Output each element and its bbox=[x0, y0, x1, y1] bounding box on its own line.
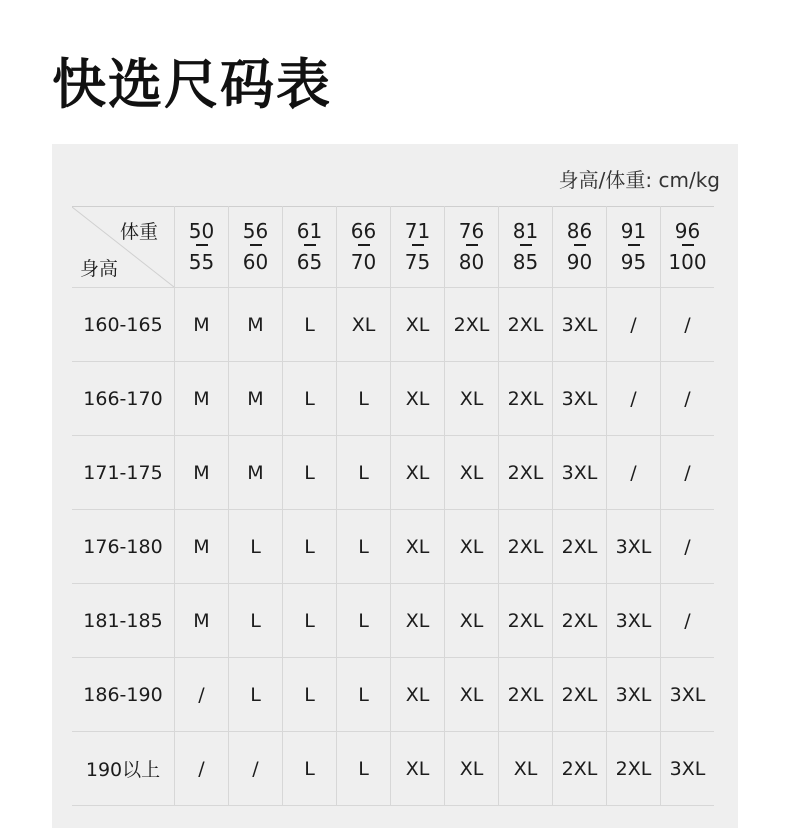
weight-range-min: 81 bbox=[512, 219, 539, 243]
weight-range-min: 56 bbox=[242, 219, 269, 243]
weight-range-header bbox=[661, 207, 715, 288]
height-range-cell: 186-190 bbox=[72, 658, 175, 732]
size-cell: 3XL bbox=[661, 732, 715, 806]
size-cell: M bbox=[229, 288, 283, 362]
table-row bbox=[72, 510, 714, 584]
weight-range-max: 80 bbox=[458, 250, 485, 274]
height-range-cell: 171-175 bbox=[72, 436, 175, 510]
size-table bbox=[72, 206, 714, 806]
weight-axis-label: 体重 bbox=[119, 221, 158, 243]
size-cell: 2XL bbox=[499, 658, 553, 732]
range-dash bbox=[196, 244, 208, 246]
size-cell: / bbox=[661, 362, 715, 436]
size-cell: 2XL bbox=[499, 288, 553, 362]
weight-range-max: 90 bbox=[566, 250, 593, 274]
size-cell: XL bbox=[391, 288, 445, 362]
range-dash bbox=[358, 244, 370, 246]
size-cell: M bbox=[175, 510, 229, 584]
weight-range-min: 61 bbox=[296, 219, 323, 243]
weight-range-header bbox=[499, 207, 553, 288]
weight-range-min: 66 bbox=[350, 219, 377, 243]
height-range-cell: 176-180 bbox=[72, 510, 175, 584]
size-cell: M bbox=[229, 362, 283, 436]
size-cell: L bbox=[283, 584, 337, 658]
size-cell: L bbox=[337, 658, 391, 732]
size-cell: L bbox=[337, 584, 391, 658]
size-cell: M bbox=[175, 436, 229, 510]
size-cell: M bbox=[175, 362, 229, 436]
height-axis-label: 身高 bbox=[80, 258, 119, 280]
size-cell: L bbox=[283, 436, 337, 510]
size-cell: 2XL bbox=[499, 362, 553, 436]
weight-range-header bbox=[337, 207, 391, 288]
size-cell: 3XL bbox=[661, 658, 715, 732]
size-cell: 3XL bbox=[607, 584, 661, 658]
size-cell: XL bbox=[445, 436, 499, 510]
size-cell: M bbox=[175, 288, 229, 362]
size-cell: L bbox=[283, 658, 337, 732]
size-cell: 2XL bbox=[553, 658, 607, 732]
size-cell: L bbox=[229, 510, 283, 584]
table-row bbox=[72, 362, 714, 436]
size-cell: 3XL bbox=[553, 288, 607, 362]
size-cell: L bbox=[229, 658, 283, 732]
size-cell: 2XL bbox=[499, 436, 553, 510]
weight-range-min: 71 bbox=[404, 219, 431, 243]
size-cell: L bbox=[337, 732, 391, 806]
weight-range-header bbox=[175, 207, 229, 288]
weight-range-max: 65 bbox=[296, 250, 323, 274]
height-range-cell: 160-165 bbox=[72, 288, 175, 362]
weight-range-header bbox=[445, 207, 499, 288]
range-dash bbox=[250, 244, 262, 246]
size-cell: 2XL bbox=[553, 732, 607, 806]
range-dash bbox=[574, 244, 586, 246]
weight-range-header bbox=[391, 207, 445, 288]
size-cell: XL bbox=[445, 362, 499, 436]
weight-range-max: 75 bbox=[404, 250, 431, 274]
size-cell: 2XL bbox=[445, 288, 499, 362]
table-row bbox=[72, 658, 714, 732]
weight-range-max: 55 bbox=[188, 250, 215, 274]
size-cell: L bbox=[337, 436, 391, 510]
size-cell: XL bbox=[391, 732, 445, 806]
table-row bbox=[72, 288, 714, 362]
size-cell: XL bbox=[445, 658, 499, 732]
size-cell: 3XL bbox=[607, 658, 661, 732]
size-cell: L bbox=[283, 732, 337, 806]
range-dash bbox=[520, 244, 532, 246]
height-range-cell: 190以上 bbox=[72, 732, 175, 806]
size-cell: XL bbox=[445, 510, 499, 584]
size-cell: 2XL bbox=[607, 732, 661, 806]
size-cell: 2XL bbox=[499, 510, 553, 584]
size-cell: L bbox=[283, 288, 337, 362]
size-cell: 3XL bbox=[553, 362, 607, 436]
weight-range-max: 100 bbox=[668, 250, 707, 274]
weight-range-max: 70 bbox=[350, 250, 377, 274]
size-cell: / bbox=[661, 584, 715, 658]
weight-range-header bbox=[553, 207, 607, 288]
size-cell: L bbox=[229, 584, 283, 658]
size-cell: XL bbox=[391, 658, 445, 732]
weight-range-max: 95 bbox=[620, 250, 647, 274]
size-cell: / bbox=[175, 732, 229, 806]
size-cell: XL bbox=[391, 436, 445, 510]
size-cell: XL bbox=[445, 584, 499, 658]
height-range-cell: 166-170 bbox=[72, 362, 175, 436]
weight-range-max: 60 bbox=[242, 250, 269, 274]
weight-range-max: 85 bbox=[512, 250, 539, 274]
weight-range-min: 96 bbox=[674, 219, 701, 243]
size-cell: XL bbox=[391, 584, 445, 658]
size-cell: L bbox=[337, 510, 391, 584]
size-cell: / bbox=[607, 436, 661, 510]
table-row bbox=[72, 732, 714, 806]
range-dash bbox=[466, 244, 478, 246]
size-cell: M bbox=[229, 436, 283, 510]
size-cell: / bbox=[229, 732, 283, 806]
table-row bbox=[72, 584, 714, 658]
height-range-cell: 181-185 bbox=[72, 584, 175, 658]
size-cell: L bbox=[283, 510, 337, 584]
range-dash bbox=[682, 244, 694, 246]
range-dash bbox=[628, 244, 640, 246]
size-cell: XL bbox=[445, 732, 499, 806]
weight-range-header bbox=[283, 207, 337, 288]
page-title: 快选尺码表 bbox=[52, 53, 332, 116]
header-row bbox=[72, 207, 714, 288]
weight-range-min: 91 bbox=[620, 219, 647, 243]
size-cell: 3XL bbox=[607, 510, 661, 584]
weight-range-header bbox=[607, 207, 661, 288]
size-cell: 3XL bbox=[553, 436, 607, 510]
range-dash bbox=[304, 244, 316, 246]
corner-cell bbox=[72, 207, 175, 288]
size-cell: / bbox=[607, 362, 661, 436]
size-cell: XL bbox=[337, 288, 391, 362]
size-cell: XL bbox=[391, 510, 445, 584]
size-cell: / bbox=[175, 658, 229, 732]
size-cell: L bbox=[283, 362, 337, 436]
range-dash bbox=[412, 244, 424, 246]
weight-range-header bbox=[229, 207, 283, 288]
size-cell: / bbox=[661, 288, 715, 362]
size-cell: / bbox=[661, 510, 715, 584]
size-cell: / bbox=[607, 288, 661, 362]
size-chart-panel bbox=[52, 144, 738, 828]
size-cell: 2XL bbox=[499, 584, 553, 658]
size-cell: / bbox=[661, 436, 715, 510]
weight-range-min: 76 bbox=[458, 219, 485, 243]
size-cell: L bbox=[337, 362, 391, 436]
size-cell: XL bbox=[499, 732, 553, 806]
unit-label: 身高/体重: cm/kg bbox=[558, 168, 720, 192]
size-cell: 2XL bbox=[553, 510, 607, 584]
size-cell: M bbox=[175, 584, 229, 658]
weight-range-min: 86 bbox=[566, 219, 593, 243]
size-cell: XL bbox=[391, 362, 445, 436]
weight-range-min: 50 bbox=[188, 219, 215, 243]
table-row bbox=[72, 436, 714, 510]
size-cell: 2XL bbox=[553, 584, 607, 658]
